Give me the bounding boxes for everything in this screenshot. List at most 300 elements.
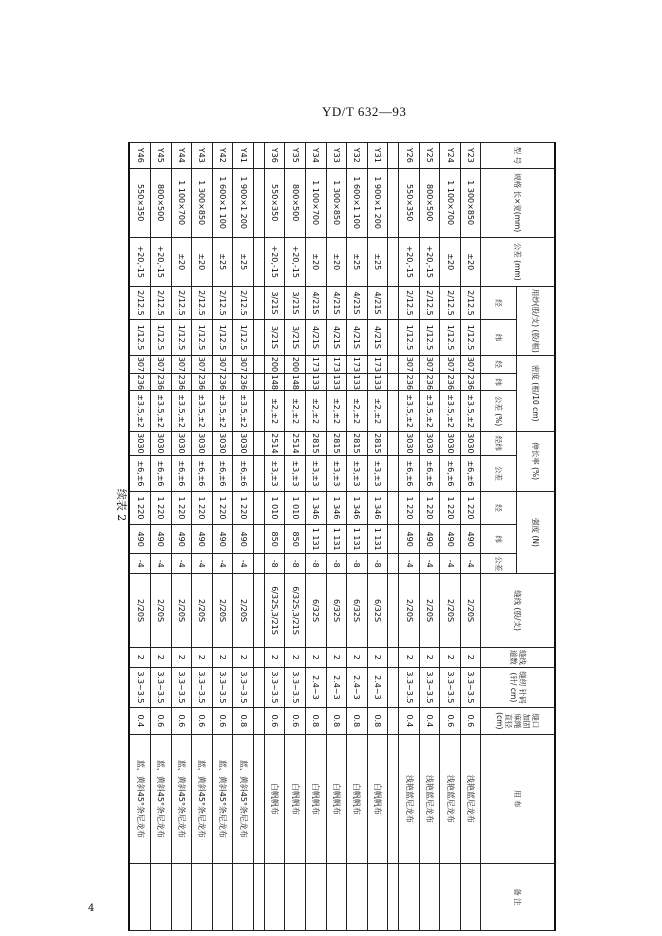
table-cell: 2514 [285, 431, 306, 456]
table-cell: 2 [440, 647, 461, 667]
table-cell: 3030 [171, 431, 192, 456]
table-cell: 1 220 [419, 491, 440, 524]
table-cell: 0.6 [285, 707, 306, 734]
table-cell: ±6,±6 [440, 456, 461, 492]
table-cell: ±6,±6 [151, 456, 172, 492]
table-row [212, 143, 233, 931]
header-remark: 备 注 [481, 863, 555, 930]
table-cell: ±3.5,±2 [440, 391, 461, 431]
table-cell: +20,-15 [151, 237, 172, 286]
table-cell: 307 [460, 355, 481, 373]
table-cell: 850 [264, 525, 285, 554]
table-cell: 2 [151, 647, 172, 667]
table-cell: ±3,±3 [326, 456, 347, 492]
table-cell: 2/12.5 [212, 286, 233, 319]
remark-cell [233, 863, 254, 930]
table-cell: 3.3~3.5 [419, 667, 440, 707]
table-cell: 236 [419, 373, 440, 391]
table-cell: 3.3~3.5 [460, 667, 481, 707]
table-cell: 1/12.5 [419, 320, 440, 356]
table-cell: 0.6 [460, 707, 481, 734]
remark-cell [129, 863, 151, 930]
header-yarn: 用纱(股/支) (股/根) [517, 286, 555, 355]
header-elong-tol: 公差 [481, 456, 517, 492]
table-cell: +20,-15 [399, 237, 420, 286]
spacer-cell [253, 574, 264, 648]
spacer-cell [388, 734, 399, 863]
table-cell: 1 131 [306, 525, 327, 554]
table-cell: 490 [460, 525, 481, 554]
table-cell: 1 346 [326, 491, 347, 524]
table-cell: 2/12.5 [440, 286, 461, 319]
spacer-cell [253, 456, 264, 492]
table-cell: 1 220 [151, 491, 172, 524]
table-cell: -8 [264, 554, 285, 574]
table-cell: ±6,±6 [212, 456, 233, 492]
table-cell: 307 [192, 355, 213, 373]
table-cell: 236 [460, 373, 481, 391]
spacer-cell [388, 320, 399, 356]
remark-cell [326, 863, 347, 930]
table-cell: 6/32S [326, 574, 347, 648]
table-row [367, 143, 388, 931]
table-cell: 1 346 [306, 491, 327, 524]
table-cell: 800×500 [151, 168, 172, 237]
table-cell: 1 600×1 100 [212, 168, 233, 237]
spacer-cell [253, 286, 264, 319]
table-cell: ±6,±6 [171, 456, 192, 492]
table-cell: 2 [212, 647, 233, 667]
table-cell: 133 [347, 373, 368, 391]
header-yarn-warp: 经 [481, 286, 517, 319]
spacer-cell [253, 373, 264, 391]
table-cell: 1 220 [460, 491, 481, 524]
table-cell: 白帆帆布 [285, 734, 306, 863]
table-cell: 0.6 [151, 707, 172, 734]
table-cell: -8 [306, 554, 327, 574]
table-cell: 1 220 [129, 491, 151, 524]
table-cell: 2/20S [212, 574, 233, 648]
table-cell: -4 [192, 554, 213, 574]
table-cell: 1 900×1 200 [233, 168, 254, 237]
spacer-cell [253, 355, 264, 373]
remark-cell [285, 863, 306, 930]
table-cell: 3030 [151, 431, 172, 456]
table-cell: 4/21S [347, 320, 368, 356]
table-row [233, 143, 254, 931]
table-cell: 2.4~3 [306, 667, 327, 707]
table-cell: 1 600×1 100 [347, 168, 368, 237]
remark-cell [151, 863, 172, 930]
table-cell: 148 [285, 373, 306, 391]
spacer-cell [388, 554, 399, 574]
table-cell: 236 [233, 373, 254, 391]
table-cell: Y44 [171, 143, 192, 169]
table-cell: 173 [367, 355, 388, 373]
remark-cell [264, 863, 285, 930]
table-cell: ±3,±3 [306, 456, 327, 492]
spacer-cell [253, 525, 264, 554]
table-cell: 0.6 [440, 707, 461, 734]
spacer-cell [388, 355, 399, 373]
table-cell: 133 [367, 373, 388, 391]
table-cell: 浅艳蓝尼龙布 [419, 734, 440, 863]
table-cell: ±3.5,±2 [212, 391, 233, 431]
table-cell: ±6,±6 [460, 456, 481, 492]
spec-table [128, 142, 556, 931]
table-cell: ±6,±6 [233, 456, 254, 492]
header-elongation: 伸长率 (%) [517, 431, 555, 491]
header-thread: 缝线 (股/支) [481, 574, 555, 648]
table-cell: 3.3~3.5 [233, 667, 254, 707]
table-row [440, 143, 461, 931]
table-cell: 3030 [419, 431, 440, 456]
table-cell: 307 [171, 355, 192, 373]
table-cell: 1/12.5 [129, 320, 151, 356]
group-spacer-row [388, 143, 399, 931]
table-cell: 236 [440, 373, 461, 391]
table-cell: 490 [419, 525, 440, 554]
table-cell: 3.3~3.5 [285, 667, 306, 707]
table-cell: 2.4~3 [326, 667, 347, 707]
table-cell: Y26 [399, 143, 420, 169]
table-cell: ±6,±6 [192, 456, 213, 492]
table-cell: 236 [399, 373, 420, 391]
header-density-tol: 公差 (%) [481, 391, 517, 431]
spacer-cell [388, 373, 399, 391]
table-cell: -4 [151, 554, 172, 574]
table-cell: 白帆帆布 [326, 734, 347, 863]
table-cell: 307 [440, 355, 461, 373]
table-cell: 2/12.5 [233, 286, 254, 319]
table-cell: 1 300×850 [460, 168, 481, 237]
table-cell: 1 100×700 [440, 168, 461, 237]
table-cell: 2/20S [129, 574, 151, 648]
table-cell: ±3.5,±2 [233, 391, 254, 431]
table-cell: 4/21S [326, 286, 347, 319]
remark-cell [212, 863, 233, 930]
spacer-cell [388, 286, 399, 319]
table-row [326, 143, 347, 931]
table-cell: 1 010 [264, 491, 285, 524]
table-cell: 浅艳蓝尼龙布 [460, 734, 481, 863]
table-cell: 1 100×700 [306, 168, 327, 237]
table-cell: 1 220 [171, 491, 192, 524]
table-cell: ±2,±2 [306, 391, 327, 431]
table-cell: ±3.5,±2 [171, 391, 192, 431]
table-cell: 133 [306, 373, 327, 391]
table-cell: 200 [264, 355, 285, 373]
table-cell: 0.4 [129, 707, 151, 734]
table-row [171, 143, 192, 931]
table-cell: 1 900×1 200 [367, 168, 388, 237]
table-cell: ±6,±6 [129, 456, 151, 492]
table-cell: 1/12.5 [440, 320, 461, 356]
table-cell: 3.3~3.5 [399, 667, 420, 707]
spacer-cell [388, 491, 399, 524]
table-cell: ±2,±2 [264, 391, 285, 431]
table-cell: ±6,±6 [419, 456, 440, 492]
table-cell: 490 [129, 525, 151, 554]
table-cell: ±3.5,±2 [419, 391, 440, 431]
table-cell: 3030 [233, 431, 254, 456]
table-cell: 0.8 [326, 707, 347, 734]
table-cell: 0.8 [347, 707, 368, 734]
table-row [285, 143, 306, 931]
table-cell: 2 [306, 647, 327, 667]
table-cell: 3/21S [264, 286, 285, 319]
table-cell: 6/32S [306, 574, 327, 648]
table-cell: 2/20S [399, 574, 420, 648]
table-cell: 白帆帆布 [347, 734, 368, 863]
table-cell: 2/12.5 [171, 286, 192, 319]
table-row [399, 143, 420, 931]
table-cell: 2/12.5 [399, 286, 420, 319]
table-cell: ±3.5,±2 [460, 391, 481, 431]
table-cell: 1 131 [347, 525, 368, 554]
table-cell: Y34 [306, 143, 327, 169]
table-cell: 1/12.5 [399, 320, 420, 356]
table-cell: -4 [129, 554, 151, 574]
page-number: 4 [88, 903, 95, 914]
spacer-cell [253, 168, 264, 237]
table-cell: 3030 [212, 431, 233, 456]
table-cell: 1 220 [440, 491, 461, 524]
table-cell: 0.6 [212, 707, 233, 734]
table-cell: 6/32S,3/21S [264, 574, 285, 648]
table-cell: 2/12.5 [151, 286, 172, 319]
spacer-cell [388, 431, 399, 456]
table-cell: Y32 [347, 143, 368, 169]
table-cell: 148 [264, 373, 285, 391]
table-cell: 2 [326, 647, 347, 667]
table-cell: Y43 [192, 143, 213, 169]
header-strength-tol: 公差 [481, 554, 517, 574]
table-cell: 1 346 [367, 491, 388, 524]
table-cell: 3030 [440, 431, 461, 456]
table-row [419, 143, 440, 931]
remark-cell [367, 863, 388, 930]
table-cell: Y36 [264, 143, 285, 169]
table-row [264, 143, 285, 931]
table-cell: 1 131 [367, 525, 388, 554]
table-caption: 续表 2 [115, 488, 128, 522]
table-cell: 0.8 [367, 707, 388, 734]
table-cell: 2815 [326, 431, 347, 456]
table-cell: 1 010 [285, 491, 306, 524]
table-cell: ±20 [440, 237, 461, 286]
remark-cell [171, 863, 192, 930]
table-cell: 蓝、黄斜45°条尼龙布 [233, 734, 254, 863]
table-cell: 白帆帆布 [306, 734, 327, 863]
table-cell: 2/20S [233, 574, 254, 648]
table-cell: 490 [233, 525, 254, 554]
table-cell: ±3.5,±2 [151, 391, 172, 431]
spacer-cell [253, 143, 264, 169]
table-cell: 0.4 [419, 707, 440, 734]
table-cell: ±25 [233, 237, 254, 286]
table-cell: 1 100×700 [171, 168, 192, 237]
header-strength-warp: 经 [481, 491, 517, 524]
table-cell: 1 220 [192, 491, 213, 524]
table-cell: ±20 [171, 237, 192, 286]
table-cell: ±2,±2 [285, 391, 306, 431]
table-cell: -4 [440, 554, 461, 574]
remark-cell [192, 863, 213, 930]
spacer-cell [388, 667, 399, 707]
table-cell: 6/32S [347, 574, 368, 648]
table-cell: 850 [285, 525, 306, 554]
table-cell: 2815 [367, 431, 388, 456]
table-cell: 0.8 [306, 707, 327, 734]
table-cell: -4 [399, 554, 420, 574]
table-cell: 浅艳蓝尼龙布 [440, 734, 461, 863]
document-header: YD/T 632—93 [322, 104, 407, 119]
table-cell: 2/12.5 [419, 286, 440, 319]
table-cell: 4/21S [326, 320, 347, 356]
table-cell: 173 [347, 355, 368, 373]
table-cell: ±2,±2 [347, 391, 368, 431]
table-cell: +20,-15 [285, 237, 306, 286]
header-model: 型 号 [481, 143, 555, 169]
table-cell: 3/21S [264, 320, 285, 356]
spacer-cell [388, 168, 399, 237]
table-cell: 蓝、黄斜45°条尼龙布 [129, 734, 151, 863]
table-cell: 550×350 [399, 168, 420, 237]
table-cell: ±25 [347, 237, 368, 286]
spacer-cell [388, 391, 399, 431]
table-cell: 4/21S [367, 320, 388, 356]
header-yarn-weft: 纬 [481, 320, 517, 356]
spacer-cell [388, 525, 399, 554]
table-cell: 133 [326, 373, 347, 391]
table-cell: 3/21S [285, 320, 306, 356]
table-cell: 490 [151, 525, 172, 554]
table-cell: 4/21S [347, 286, 368, 319]
table-cell: 2 [419, 647, 440, 667]
remark-cell [440, 863, 461, 930]
table-cell: ±3,±3 [347, 456, 368, 492]
table-cell: 2 [192, 647, 213, 667]
table-cell: 3.3~3.5 [212, 667, 233, 707]
table-cell: 2 [285, 647, 306, 667]
table-cell: 1/12.5 [192, 320, 213, 356]
table-cell: 6/32S [367, 574, 388, 648]
rotated-table-container [128, 142, 556, 931]
table-cell: 3.3~3.5 [171, 667, 192, 707]
table-cell: Y25 [419, 143, 440, 169]
table-cell: 3.3~3.5 [192, 667, 213, 707]
table-cell: 2 [347, 647, 368, 667]
table-cell: Y42 [212, 143, 233, 169]
header-spec: 规格 长×宽(mm) [481, 168, 555, 237]
table-cell: 2815 [347, 431, 368, 456]
table-cell: +20,-15 [419, 237, 440, 286]
header-strength: 强度 (N) [517, 491, 555, 573]
table-cell: Y46 [129, 143, 151, 169]
table-cell: 蓝、黄斜45°条尼龙布 [151, 734, 172, 863]
table-cell: ±25 [212, 237, 233, 286]
table-cell: 4/21S [367, 286, 388, 319]
table-cell: Y33 [326, 143, 347, 169]
table-cell: Y24 [440, 143, 461, 169]
table-cell: 4/21S [306, 286, 327, 319]
table-cell: 2 [264, 647, 285, 667]
table-cell: 1/12.5 [460, 320, 481, 356]
table-cell: 490 [192, 525, 213, 554]
table-cell: ±20 [460, 237, 481, 286]
header-stitch: 缝纫 针码 (针/ cm) [481, 667, 555, 707]
table-cell: ±20 [192, 237, 213, 286]
table-row [129, 143, 151, 931]
table-cell: -4 [212, 554, 233, 574]
table-cell: 白帆帆布 [367, 734, 388, 863]
remark-cell [347, 863, 368, 930]
table-cell: ±2,±2 [367, 391, 388, 431]
table-cell: 173 [306, 355, 327, 373]
remark-cell [399, 863, 420, 930]
header-density: 密度 (根/10 cm) [517, 355, 555, 431]
table-cell: 1/12.5 [151, 320, 172, 356]
table-cell: Y45 [151, 143, 172, 169]
table-cell: 1/12.5 [212, 320, 233, 356]
table-cell: 2/20S [440, 574, 461, 648]
table-cell: 1 346 [347, 491, 368, 524]
table-cell: +20,-15 [129, 237, 151, 286]
table-cell: 3030 [192, 431, 213, 456]
table-cell: ±3.5,±2 [129, 391, 151, 431]
table-cell: 2 [460, 647, 481, 667]
spacer-cell [253, 707, 264, 734]
table-cell: 490 [212, 525, 233, 554]
table-cell: -8 [326, 554, 347, 574]
table-cell: ±20 [306, 237, 327, 286]
table-cell: 4/21S [306, 320, 327, 356]
table-cell: 2 [399, 647, 420, 667]
table-cell: 1 220 [212, 491, 233, 524]
spacer-cell [253, 734, 264, 863]
table-cell: ±3,±3 [367, 456, 388, 492]
table-cell: 0.6 [192, 707, 213, 734]
table-cell: ±3.5,±2 [399, 391, 420, 431]
table-cell: 蓝、黄斜45°条尼龙布 [171, 734, 192, 863]
table-cell: 236 [129, 373, 151, 391]
table-cell: 1/12.5 [171, 320, 192, 356]
table-cell: Y23 [460, 143, 481, 169]
header-use: 用 布 [481, 734, 555, 863]
table-cell: 1 220 [233, 491, 254, 524]
spacer-cell [253, 320, 264, 356]
table-cell: 0.8 [233, 707, 254, 734]
table-cell: 3.3~3.5 [440, 667, 461, 707]
remark-cell [419, 863, 440, 930]
table-cell: 0.6 [264, 707, 285, 734]
table-cell: 2.4~3 [367, 667, 388, 707]
table-cell: 307 [212, 355, 233, 373]
table-cell: 307 [419, 355, 440, 373]
table-cell: 800×500 [419, 168, 440, 237]
table-cell: 307 [129, 355, 151, 373]
table-cell: Y31 [367, 143, 388, 169]
spacer-cell [253, 647, 264, 667]
table-cell: 3030 [129, 431, 151, 456]
table-cell: 236 [171, 373, 192, 391]
group-spacer-row [253, 143, 264, 931]
spacer-cell [253, 667, 264, 707]
table-cell: 3.3~3.5 [129, 667, 151, 707]
table-cell: 2/20S [460, 574, 481, 648]
table-cell: 2/20S [171, 574, 192, 648]
